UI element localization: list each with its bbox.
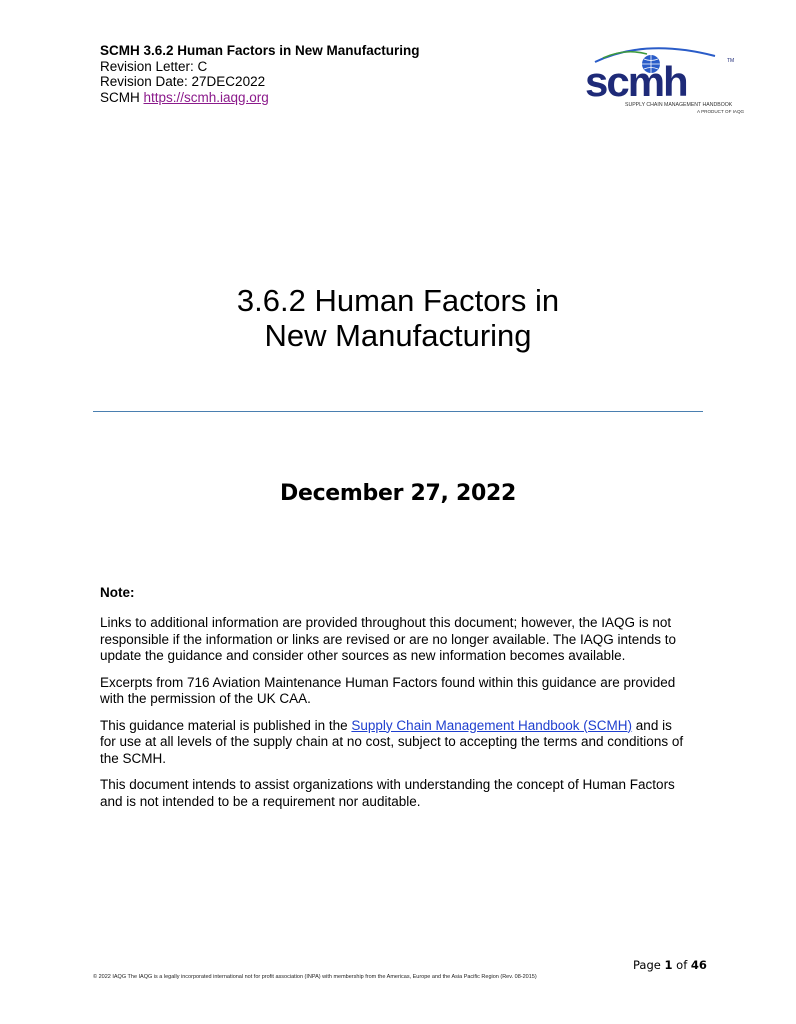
- logo-tagline-1: SUPPLY CHAIN MANAGEMENT HANDBOOK: [625, 102, 733, 108]
- page-number: [633, 958, 707, 972]
- document-date: December 27, 2022: [279, 481, 516, 506]
- page-title: [0, 283, 796, 353]
- page-prefix: Page: [633, 958, 665, 972]
- page-total: 46: [690, 958, 707, 972]
- note-label: Note:: [100, 585, 135, 600]
- revision-letter: Revision Letter: C: [100, 58, 208, 74]
- p3-after: and is for use at all levels of the supply chain at no cost, subject to accepting the terms and conditions of the SCMH.: [100, 717, 684, 766]
- note-body: [100, 615, 690, 820]
- title-line-1: 3.6.2 Human Factors in: [236, 283, 560, 318]
- note-paragraph-4: This document intends to assist organizations with understanding the concept of Human Factors and is not intended to be a requirement nor auditable.: [100, 777, 675, 809]
- scmh-prefix: SCMH: [100, 89, 144, 105]
- note-paragraph-2: Excerpts from 716 Aviation Maintenance Human Factors found within this guidance are provided with the permission of the UK CAA.: [100, 674, 676, 706]
- header-title: SCMH 3.6.2 Human Factors in New Manufacturing: [100, 43, 420, 58]
- p3-before: This guidance material is published in the: [100, 717, 352, 733]
- copyright-footer: © 2022 IAQG The IAQG is a legally incorporated international not for profit association (INPA) with membership from the Americas, Europe and the Asia Pacific Region (Rev. 08-2015): [93, 974, 537, 980]
- logo-tm: TM: [727, 58, 735, 64]
- note-paragraph-1: Links to additional information are provided throughout this document; however, the IAQG is not responsible if the information or links are revised or are no longer available. The IAQG intends to update the guidance and consider other sources as new information becomes available.: [100, 615, 677, 663]
- logo-tagline-2: A PRODUCT OF IAQG: [697, 109, 745, 114]
- document-header: [100, 43, 420, 105]
- scmh-handbook-link[interactable]: Supply Chain Management Handbook (SCMH): [351, 717, 633, 733]
- logo-wordmark: scmh: [585, 58, 687, 105]
- title-line-2: New Manufacturing: [264, 318, 532, 353]
- title-divider: [93, 411, 703, 412]
- page-current: 1: [664, 958, 673, 972]
- scmh-link[interactable]: https://scmh.iaqg.org: [143, 89, 269, 105]
- revision-date: Revision Date: 27DEC2022: [100, 74, 266, 89]
- scmh-link-line: [100, 90, 420, 106]
- note-paragraph-3: [100, 718, 690, 768]
- page-of: of: [672, 958, 691, 972]
- scmh-logo: [585, 42, 745, 116]
